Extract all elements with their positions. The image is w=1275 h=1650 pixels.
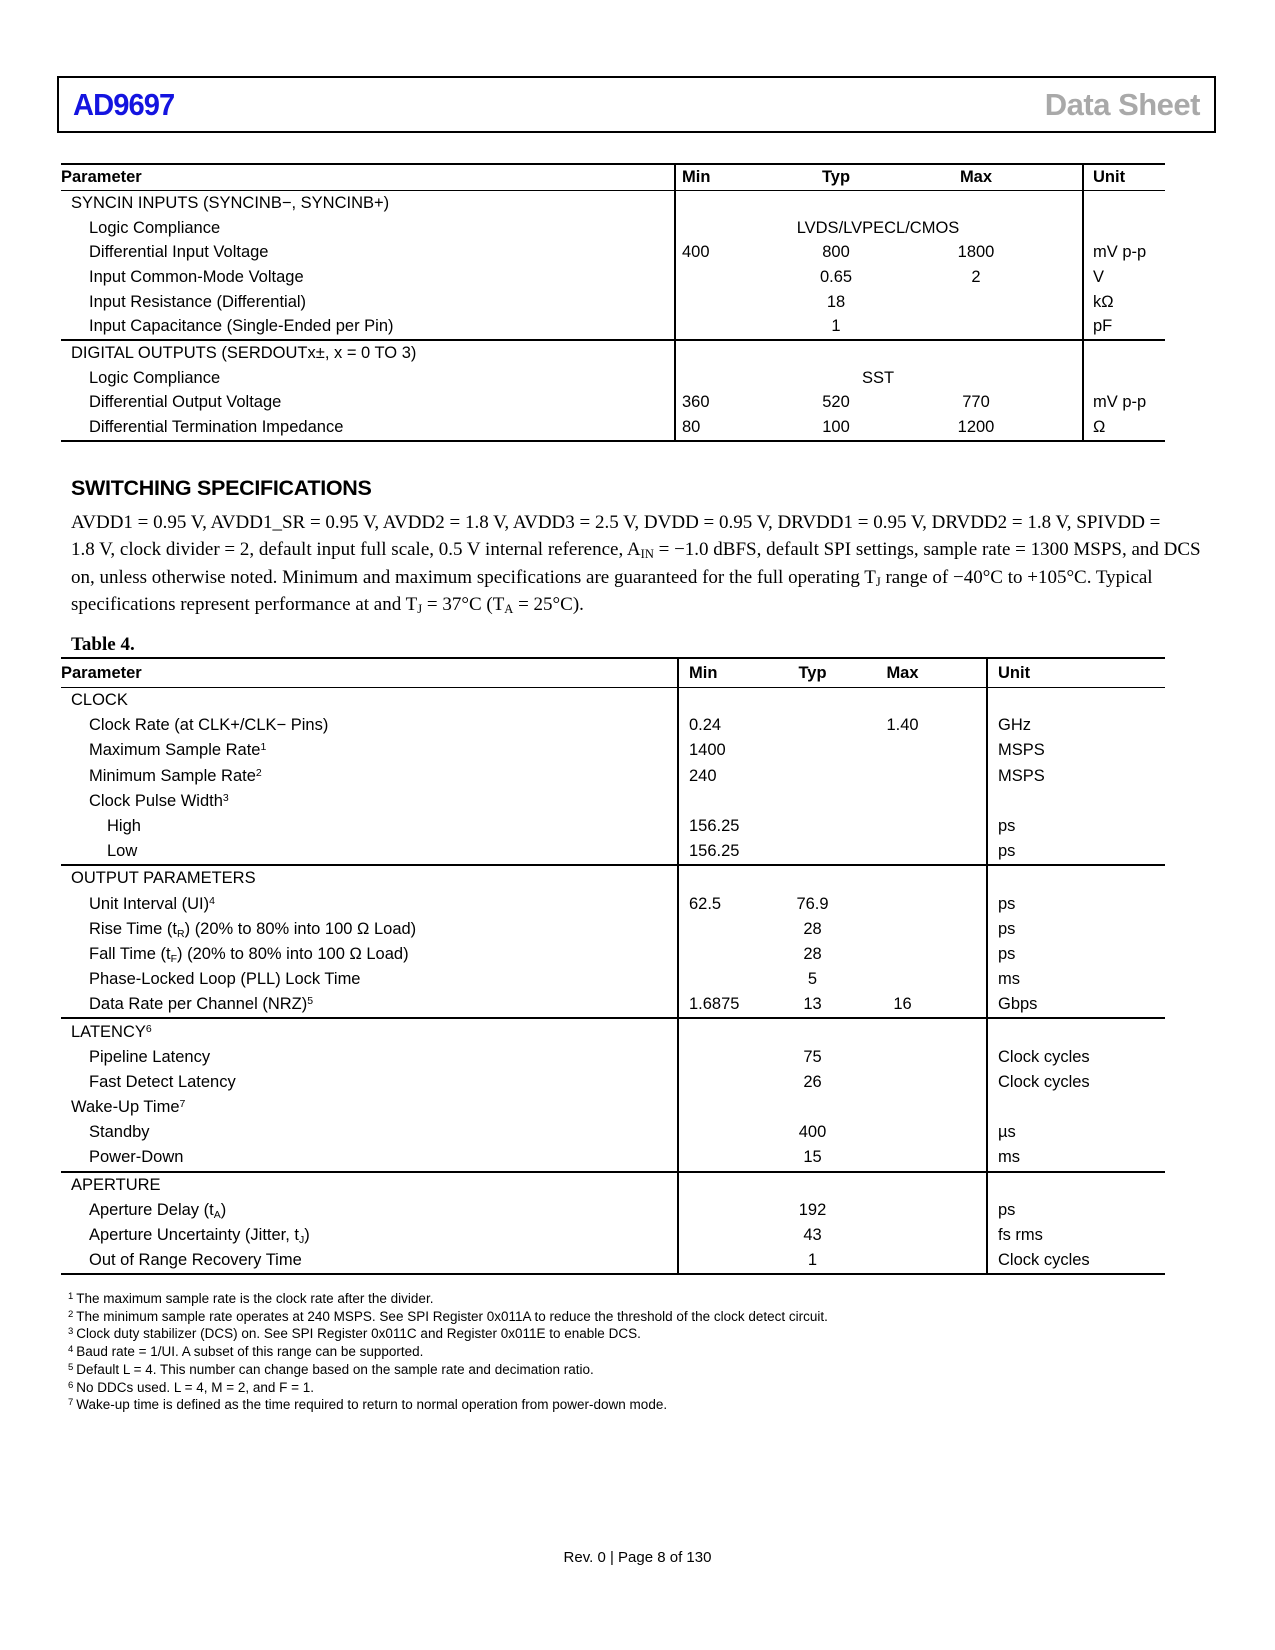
max-cell: 1200 [957,418,995,437]
header-min: Min [682,168,711,186]
column-divider [677,659,679,1273]
footnote-number: 6 [68,1379,74,1391]
table-row [61,1223,1165,1248]
footnote-number: 4 [68,1344,74,1356]
page-footer: Rev. 0 | Page 8 of 130 [563,1549,712,1566]
unit-cell: ps [998,919,1016,938]
typ-cell: 0.65 [819,267,853,286]
max-cell: 1800 [957,243,995,262]
param-cell: High [107,817,141,836]
table-digital-inputs-outputs-specs [61,163,1165,442]
footnote [68,1325,828,1343]
footnote-text: Default L = 4. This number can change based on the sample rate and decimation ratio. [76,1361,594,1377]
footnote-text: Clock duty stabilizer (DCS) on. See SPI Register 0x011C and Register 0x011E to enable DCS. [76,1326,641,1342]
footnote [68,1308,828,1326]
section-heading: SWITCHING SPECIFICATIONS [71,476,372,500]
param-cell: Data Rate per Channel (NRZ)$^5$ [89,995,314,1014]
param-cell: Wake-Up Time$^7$ [71,1098,186,1117]
param-cell: DIGITAL OUTPUTS (SERDOUTx±, x = 0 TO 3) [71,343,417,362]
header-unit: Unit [1093,168,1126,186]
part-number: AD9697 [73,86,175,122]
param-cell: Minimum Sample Rate$^2$ [89,766,262,785]
section-row [61,191,1165,216]
unit-cell: ps [998,817,1016,836]
footnote-text: Wake-up time is defined as the time required to return to normal operation from power-down mode. [76,1397,668,1413]
unit-cell: Clock cycles [998,1047,1090,1066]
typ-cell: 400 [798,1123,827,1142]
param-cell: APERTURE [71,1175,161,1194]
unit-cell: Ω [1093,418,1106,437]
table-row [61,240,1165,265]
header-max: Max [959,168,993,186]
table-row [61,814,1165,839]
unit-cell: ps [998,944,1016,963]
param-cell: Logic Compliance [89,218,221,237]
footnote [68,1379,828,1397]
unit-cell: Clock cycles [998,1251,1090,1270]
column-divider [986,659,988,1273]
min-cell: 156.25 [689,817,740,836]
table-row [61,391,1165,416]
footnote-text: The minimum sample rate operates at 240 MSPS. See SPI Register 0x011A to reduce the threshold of the clock detect circuit. [76,1308,828,1324]
table-row [61,216,1165,241]
typ-cell: 5 [807,970,818,989]
table-switching-specifications [61,657,1165,1275]
typ-cell: 800 [822,243,850,262]
unit-cell: µs [998,1123,1016,1142]
max-cell: 16 [893,995,912,1014]
footnotes-block [68,1290,828,1414]
header-typ: Typ [821,168,851,186]
typ-cell: 1 [807,1251,818,1270]
footnote [68,1290,828,1308]
param-cell: OUTPUT PARAMETERS [71,869,256,888]
section-row [61,688,1165,713]
table-row [61,713,1165,738]
typ-cell: 28 [803,919,822,938]
min-cell: 156.25 [689,842,740,861]
table-header-row [61,165,1165,191]
unit-cell: fs rms [998,1226,1043,1245]
unit-cell: Gbps [998,995,1038,1014]
param-cell: Clock Rate (at CLK+/CLK− Pins) [89,716,329,735]
min-cell: 1400 [689,741,726,760]
section-row [61,1171,1165,1198]
header-min: Min [689,663,718,682]
footnote [68,1361,828,1379]
span-value-cell: SST [861,368,895,387]
section-intro-paragraph [71,509,1201,618]
table-row [61,265,1165,290]
table-row [61,839,1165,864]
param-cell: Differential Output Voltage [89,393,282,412]
table-row [61,789,1165,814]
unit-cell: mV p-p [1093,393,1147,412]
section-row [61,339,1165,366]
typ-cell: 43 [803,1226,822,1245]
min-cell: 240 [689,766,717,785]
typ-cell: 26 [803,1072,822,1091]
table-row [61,892,1165,917]
unit-cell: pF [1093,317,1113,336]
param-cell: Maximum Sample Rate$^1$ [89,741,267,760]
document-header [57,76,1216,133]
table-row [61,314,1165,339]
param-cell: Out of Range Recovery Time [89,1251,302,1270]
table-row [61,992,1165,1017]
param-cell: Input Capacitance (Single-Ended per Pin) [89,317,394,336]
table-row [61,764,1165,789]
table-row [61,1095,1165,1120]
typ-cell: 1 [831,317,841,336]
footnote [68,1396,828,1414]
param-cell: Input Resistance (Differential) [89,292,307,311]
table-row [61,290,1165,315]
unit-cell: ms [998,970,1020,989]
table-row [61,1145,1165,1170]
footnote-number: 7 [68,1397,74,1409]
unit-cell: MSPS [998,741,1045,760]
typ-cell: 28 [803,944,822,963]
param-cell: Standby [89,1123,150,1142]
table-header-row [61,659,1165,688]
table-row [61,967,1165,992]
footnote-number: 2 [68,1308,74,1320]
footnote-number: 5 [68,1361,74,1373]
footnote-text: No DDCs used. L = 4, M = 2, and F = 1. [76,1379,315,1395]
param-cell: Phase-Locked Loop (PLL) Lock Time [89,970,361,989]
column-divider [1082,165,1084,440]
param-cell: SYNCIN INPUTS (SYNCINB−, SYNCINB+) [71,193,390,212]
unit-cell: ms [998,1148,1020,1167]
column-divider [674,165,676,440]
typ-cell: 15 [803,1148,822,1167]
unit-cell: mV p-p [1093,243,1147,262]
typ-cell: 520 [822,393,850,412]
header-unit: Unit [998,663,1031,682]
header-parameter: Parameter [61,168,142,186]
param-cell: Input Common-Mode Voltage [89,267,304,286]
unit-cell: ps [998,842,1016,861]
param-cell: Rise Time $(t_R)$ (20% to 80% into 100 Ω Load) [89,919,417,940]
paragraph-line: AVDD1 = 0.95 V, AVDD1_SR = 0.95 V, AVDD2 = 1.8 V, AVDD3 = 2.5 V, DVDD = 0.95 V, DRVDD1 = 0.95 V, DRVDD2 = 1.8 V, SPIVDD = [71,512,1161,533]
footnote-number: 3 [68,1326,74,1338]
max-cell: 1.40 [886,716,919,735]
typ-cell: 75 [803,1047,822,1066]
table-row [61,415,1165,440]
footnote-number: 1 [68,1291,74,1302]
param-cell: CLOCK [71,691,128,710]
param-cell: Logic Compliance [89,368,221,387]
param-cell: Pipeline Latency [89,1047,211,1066]
table-row [61,1120,1165,1145]
unit-cell: GHz [998,716,1031,735]
paragraph-line: on, unless otherwise noted. Minimum and maximum specifications are guaranteed for the full operating $T_J$ range of −40°C to +105°C. Typical [71,566,1153,589]
param-cell: Aperture Uncertainty (Jitter, $t_J$) [89,1226,310,1247]
min-cell: 400 [682,243,710,262]
unit-cell: ps [998,894,1016,913]
paragraph-line: specifications represent performance at and $T_J = 37^\circ C$ $(T_A = 25^\circ C)$. [71,593,584,616]
param-cell: Fall Time $(t_F)$ (20% to 80% into 100 Ω Load) [89,944,409,965]
footnote-text: The maximum sample rate is the clock rate after the divider. [76,1291,434,1306]
param-cell: Clock Pulse Width$^3$ [89,791,229,810]
footnote-text: Baud rate = 1/UI. A subset of this range can be supported. [76,1344,424,1360]
table-row [61,1198,1165,1223]
table-row [61,1070,1165,1095]
table-row [61,1045,1165,1070]
unit-cell: V [1093,267,1105,286]
table-row [61,738,1165,763]
typ-cell: 192 [798,1200,827,1219]
param-cell: Fast Detect Latency [89,1072,236,1091]
max-cell: 770 [962,393,990,412]
typ-cell: 100 [822,418,850,437]
param-cell: LATENCY$^6$ [71,1022,152,1041]
typ-cell: 18 [826,292,846,311]
table-row [61,917,1165,942]
table-caption: Table 4. [71,634,135,655]
param-cell: Aperture Delay $(t_A)$ [89,1200,227,1221]
param-cell: Differential Input Voltage [89,243,269,262]
param-cell: Unit Interval (UI)$^4$ [89,894,215,913]
min-cell: 62.5 [689,894,722,913]
table-row [61,942,1165,967]
table-row [61,366,1165,391]
typ-cell: 13 [803,995,822,1014]
max-cell: 2 [971,267,981,286]
unit-cell: MSPS [998,766,1045,785]
span-value-cell: LVDS/LVPECL/CMOS [796,218,960,237]
paragraph-line: 1.8 V, clock divider = 2, default input full scale, 0.5 V internal reference, $A_{IN} = -1.0$ dBFS, default SPI settings, sample rate = 1300 MSPS, and DCS [71,539,1201,562]
table-row [61,1248,1165,1273]
header-max: Max [886,663,919,682]
min-cell: 80 [682,418,701,437]
min-cell: 360 [682,393,710,412]
header-parameter: Parameter [61,663,142,682]
document-type-label: Data Sheet [1044,86,1200,122]
header-typ: Typ [798,663,827,682]
section-row [61,1017,1165,1044]
unit-cell: Clock cycles [998,1072,1090,1091]
unit-cell: kΩ [1093,292,1114,311]
param-cell: Differential Termination Impedance [89,418,344,437]
min-cell: 1.6875 [689,995,740,1014]
section-row [61,864,1165,891]
typ-cell: 76.9 [796,894,829,913]
unit-cell: ps [998,1200,1016,1219]
footnote [68,1343,828,1361]
min-cell: 0.24 [689,716,722,735]
param-cell: Power-Down [89,1148,184,1167]
param-cell: Low [107,842,138,861]
